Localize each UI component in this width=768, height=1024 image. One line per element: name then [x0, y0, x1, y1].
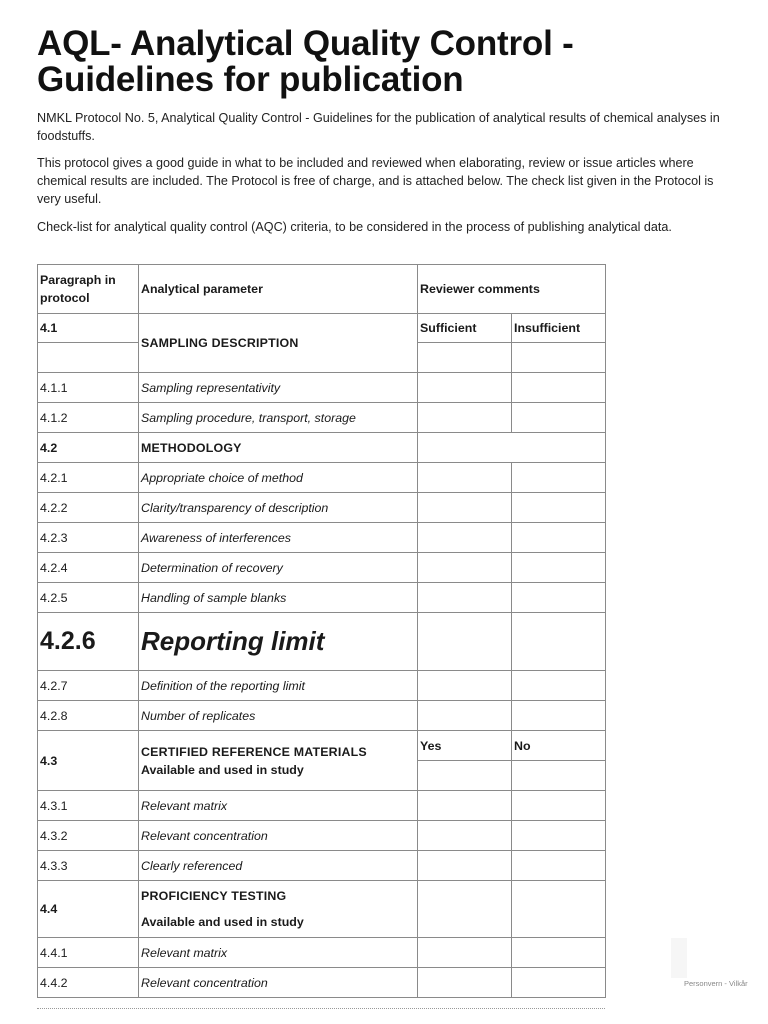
- check-cell[interactable]: [512, 671, 606, 701]
- check-cell[interactable]: [512, 761, 606, 791]
- header-reviewer-cell: Reviewer comments: [418, 265, 606, 314]
- check-cell[interactable]: [512, 553, 606, 583]
- row-parameter: Clarity/transparency of description: [139, 493, 418, 523]
- check-cell[interactable]: [512, 881, 606, 938]
- table-row: [38, 493, 606, 523]
- row-number: 4.3.1: [38, 791, 139, 821]
- yes-header: Yes: [418, 731, 512, 761]
- section-title: SAMPLING DESCRIPTION: [139, 314, 418, 373]
- section-number: 4.4: [38, 881, 139, 938]
- row-parameter: Number of replicates: [139, 701, 418, 731]
- check-cell[interactable]: [418, 343, 512, 373]
- table-row: [38, 791, 606, 821]
- table-row: [38, 821, 606, 851]
- section-row-4-1: [38, 314, 606, 343]
- table-row: [38, 851, 606, 881]
- row-parameter: Handling of sample blanks: [139, 583, 418, 613]
- row-number: 4.2.5: [38, 583, 139, 613]
- check-cell[interactable]: [418, 938, 512, 968]
- page-title: AQL- Analytical Quality Control - Guidelines for publication: [37, 24, 574, 99]
- no-header: No: [512, 731, 606, 761]
- intro-paragraph: NMKL Protocol No. 5, Analytical Quality Control - Guidelines for the publication of analytical results of chemical analyses in foodstuffs.: [37, 111, 720, 143]
- description-paragraph: This protocol gives a good guide in what to be included and reviewed when elaborating, review or issue articles where chemical results are included. The Protocol is free of charge, and is attached below. The check list given in the Protocol is very useful.: [37, 156, 714, 206]
- section-title-cell: [139, 881, 418, 938]
- section-row-4-3: [38, 731, 606, 761]
- table-row: [38, 403, 606, 433]
- row-number: 4.4.2: [38, 968, 139, 998]
- row-number: 4.2.3: [38, 523, 139, 553]
- check-cell[interactable]: [418, 523, 512, 553]
- header-paragraph-cell: Paragraph in protocol: [38, 265, 139, 314]
- section-number: 4.1: [38, 314, 139, 343]
- row-number: 4.3.3: [38, 851, 139, 881]
- row-parameter: Relevant concentration: [139, 821, 418, 851]
- checklist-intro-paragraph: Check-list for analytical quality control (AQC) criteria, to be considered in the process of publishing analytical data.: [37, 220, 672, 234]
- row-number: 4.2.4: [38, 553, 139, 583]
- table-row: [38, 968, 606, 998]
- row-parameter: Relevant matrix: [139, 791, 418, 821]
- row-number: 4.1.1: [38, 373, 139, 403]
- header-parameter-cell: Analytical parameter: [139, 265, 418, 314]
- check-cell[interactable]: [512, 403, 606, 433]
- row-parameter: Awareness of interferences: [139, 523, 418, 553]
- check-cell[interactable]: [512, 701, 606, 731]
- table-row-large: [38, 613, 606, 671]
- table-row: [38, 583, 606, 613]
- row-number: 4.1.2: [38, 403, 139, 433]
- row-parameter: Definition of the reporting limit: [139, 671, 418, 701]
- table-row: [38, 373, 606, 403]
- empty-cell: [38, 343, 139, 373]
- section-title: METHODOLOGY: [139, 433, 418, 463]
- section-row-4-2: [38, 433, 606, 463]
- insufficient-header: Insufficient: [512, 314, 606, 343]
- row-number: 4.4.1: [38, 938, 139, 968]
- check-cell[interactable]: [512, 463, 606, 493]
- check-cell[interactable]: [512, 583, 606, 613]
- table-row: [38, 523, 606, 553]
- check-cell[interactable]: [418, 701, 512, 731]
- section-title: PROFICIENCY TESTING: [141, 889, 287, 903]
- privacy-terms-link[interactable]: Personvern - Vilkår: [684, 979, 748, 988]
- check-cell[interactable]: [418, 463, 512, 493]
- sufficient-header: Sufficient: [418, 314, 512, 343]
- section-row-4-4: [38, 881, 606, 938]
- check-cell[interactable]: [418, 761, 512, 791]
- row-parameter: Sampling representativity: [139, 373, 418, 403]
- check-cell[interactable]: [512, 791, 606, 821]
- row-parameter: Relevant matrix: [139, 938, 418, 968]
- check-cell[interactable]: [418, 671, 512, 701]
- row-parameter: Appropriate choice of method: [139, 463, 418, 493]
- table-row: [38, 701, 606, 731]
- table-row: [38, 938, 606, 968]
- scroll-edge-shade: [671, 938, 687, 978]
- check-cell[interactable]: [418, 791, 512, 821]
- table-row: [38, 671, 606, 701]
- check-cell[interactable]: [512, 373, 606, 403]
- row-parameter: Relevant concentration: [139, 968, 418, 998]
- check-cell[interactable]: [418, 821, 512, 851]
- check-cell[interactable]: [512, 938, 606, 968]
- row-number: 4.2.7: [38, 671, 139, 701]
- check-cell[interactable]: [418, 851, 512, 881]
- row-number: 4.2.1: [38, 463, 139, 493]
- section-title-cell: [139, 731, 418, 791]
- row-parameter: Sampling procedure, transport, storage: [139, 403, 418, 433]
- check-cell[interactable]: [512, 493, 606, 523]
- row-number: 4.2.6: [38, 613, 139, 671]
- check-cell[interactable]: [512, 613, 606, 671]
- page-divider: [37, 1008, 605, 1009]
- table-row: [38, 553, 606, 583]
- row-number: 4.2.8: [38, 701, 139, 731]
- row-parameter: Reporting limit: [139, 613, 418, 671]
- row-parameter: Clearly referenced: [139, 851, 418, 881]
- check-cell[interactable]: [512, 851, 606, 881]
- aqc-checklist-table: [37, 264, 606, 998]
- check-cell[interactable]: [418, 493, 512, 523]
- table-row: [38, 463, 606, 493]
- check-cell[interactable]: [512, 523, 606, 553]
- section-number: 4.3: [38, 731, 139, 791]
- check-cell[interactable]: [512, 968, 606, 998]
- check-cell[interactable]: [418, 968, 512, 998]
- check-cell[interactable]: [512, 343, 606, 373]
- check-cell[interactable]: [418, 403, 512, 433]
- table-header-row: [38, 265, 606, 314]
- section-subtitle: Available and used in study: [141, 762, 304, 777]
- check-cell[interactable]: [512, 821, 606, 851]
- empty-cell: [418, 433, 606, 463]
- row-number: 4.2.2: [38, 493, 139, 523]
- section-number: 4.2: [38, 433, 139, 463]
- section-title: CERTIFIED REFERENCE MATERIALS: [141, 744, 367, 759]
- check-cell[interactable]: [418, 553, 512, 583]
- check-cell[interactable]: [418, 613, 512, 671]
- check-cell[interactable]: [418, 373, 512, 403]
- row-number: 4.3.2: [38, 821, 139, 851]
- section-subtitle: Available and used in study: [141, 915, 304, 929]
- check-cell[interactable]: [418, 583, 512, 613]
- check-cell[interactable]: [418, 881, 512, 938]
- row-parameter: Determination of recovery: [139, 553, 418, 583]
